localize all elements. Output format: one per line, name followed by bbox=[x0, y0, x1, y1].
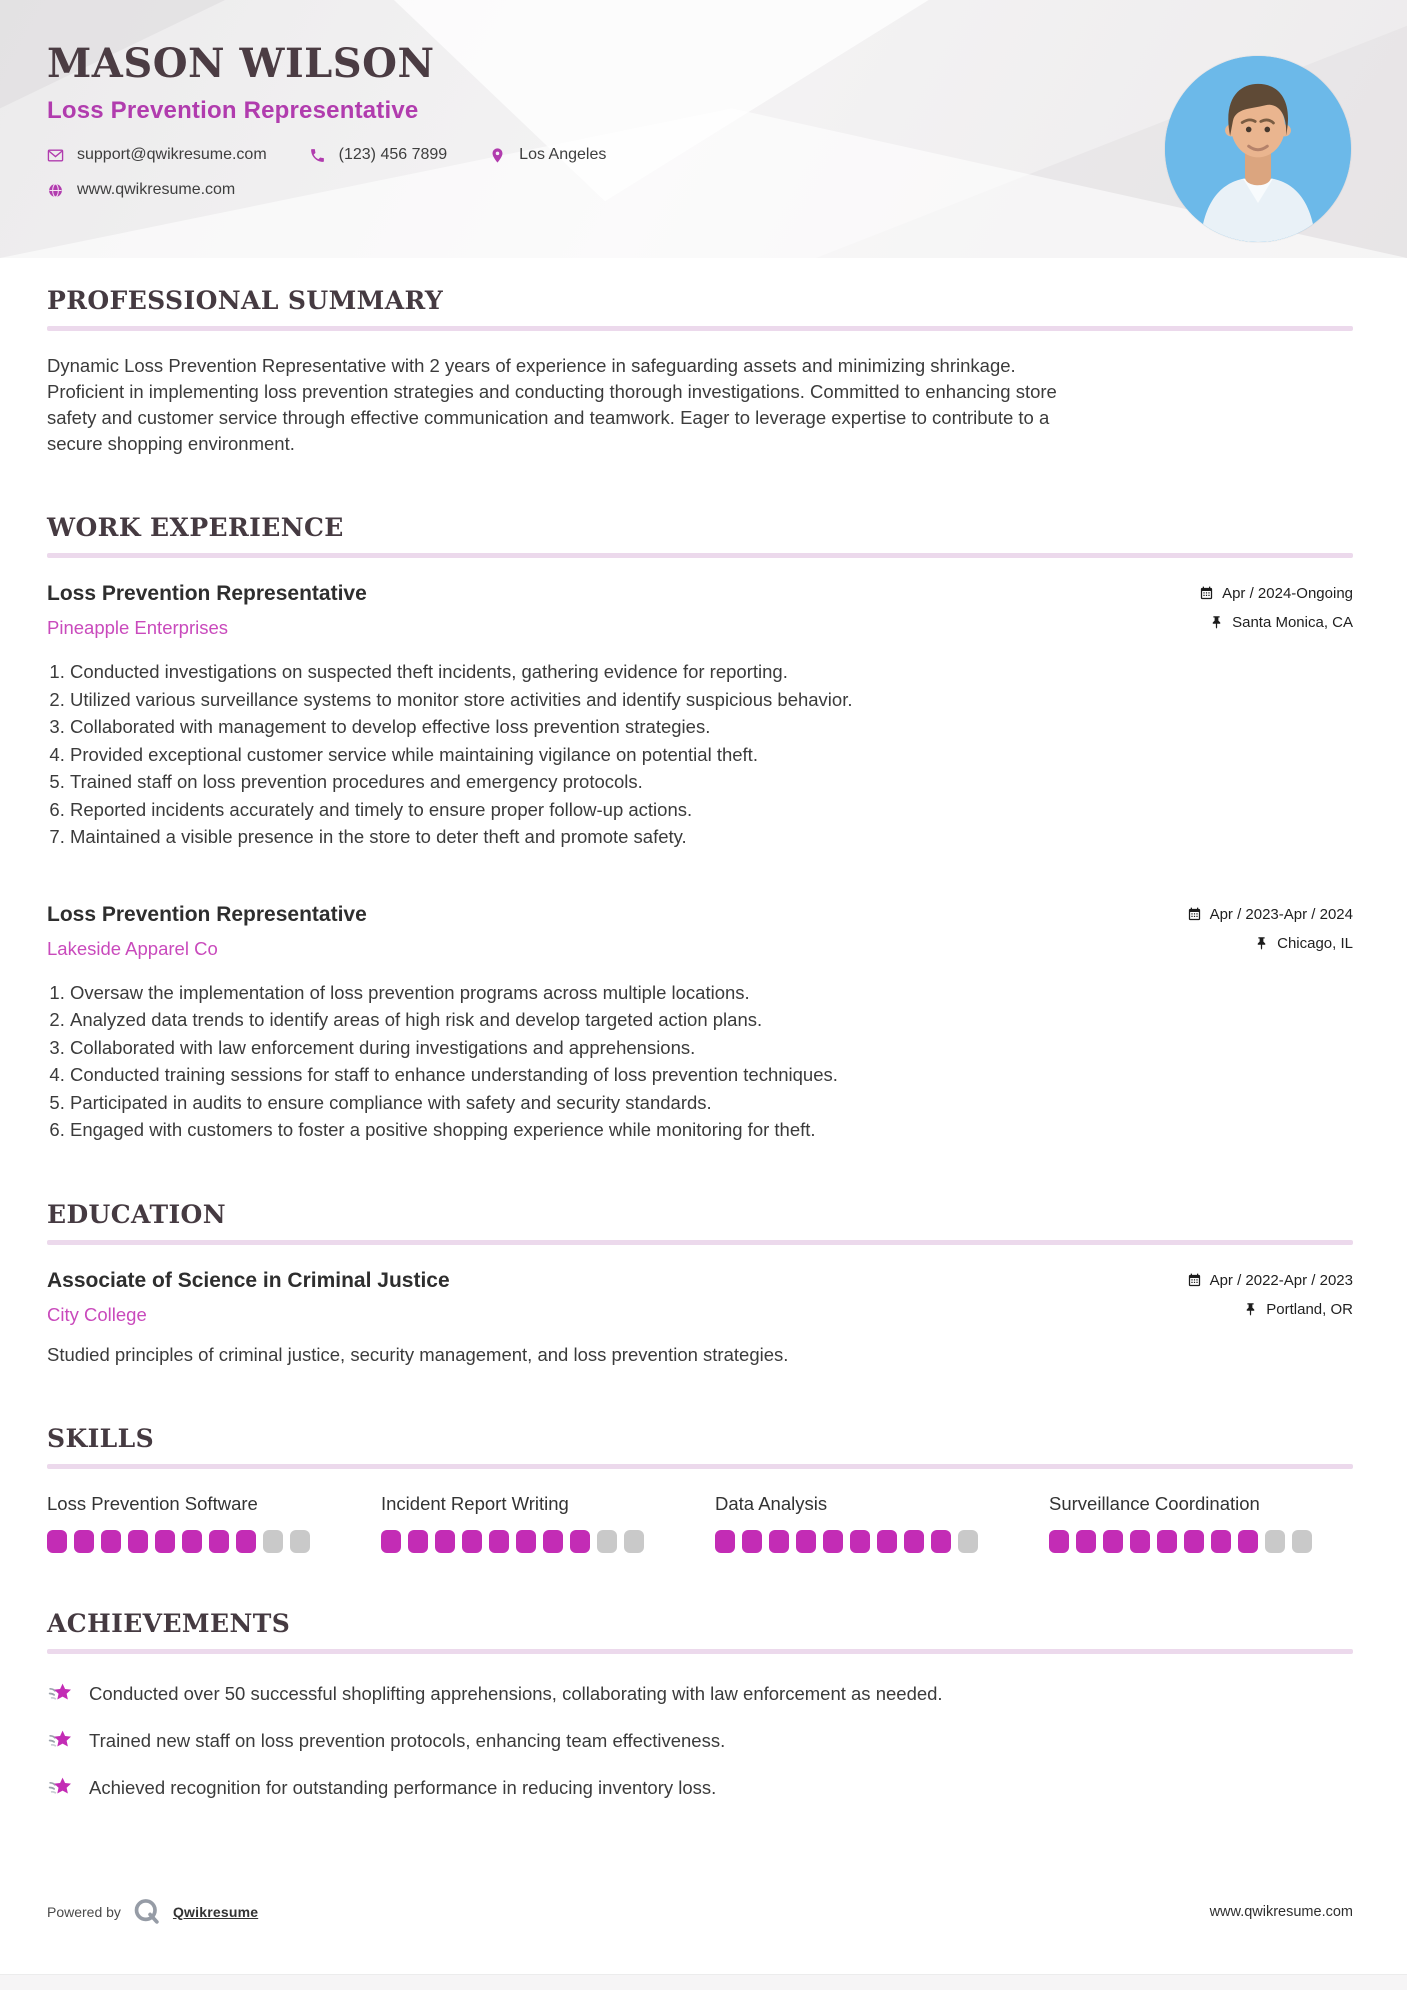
skill-meter bbox=[47, 1530, 351, 1553]
skill-dot-empty bbox=[597, 1530, 617, 1553]
job-entry bbox=[47, 903, 1353, 1144]
skill-dot-filled bbox=[823, 1530, 843, 1553]
candidate-title: Loss Prevention Representative bbox=[47, 97, 419, 124]
achievement-text: Conducted over 50 successful shoplifting apprehensions, collaborating with law enforcement as needed. bbox=[89, 1682, 943, 1704]
section-underline bbox=[47, 1240, 1353, 1245]
location-text: Los Angeles bbox=[519, 146, 607, 163]
job-list bbox=[47, 582, 1353, 1144]
achievement-list bbox=[47, 1680, 1353, 1801]
section-education bbox=[47, 1200, 1353, 1368]
section-work-experience bbox=[47, 513, 1353, 1144]
achievement-text: Trained new staff on loss prevention protocols, enhancing team effectiveness. bbox=[89, 1729, 726, 1751]
skill-dot-filled bbox=[715, 1530, 735, 1553]
skill-item bbox=[1049, 1493, 1353, 1553]
job-location-row bbox=[1199, 614, 1353, 631]
shooting-star-icon bbox=[47, 1774, 74, 1801]
skill-dot-filled bbox=[155, 1530, 175, 1553]
skill-dot-filled bbox=[570, 1530, 590, 1553]
skill-dot-filled bbox=[489, 1530, 509, 1553]
skill-item bbox=[47, 1493, 351, 1553]
skill-item bbox=[715, 1493, 1019, 1553]
skill-name: Data Analysis bbox=[715, 1492, 828, 1514]
footer-branding bbox=[47, 1896, 258, 1928]
skill-meter bbox=[381, 1530, 685, 1553]
skill-dot-filled bbox=[236, 1530, 256, 1553]
achievement-item bbox=[47, 1680, 1353, 1707]
education-dates: Apr / 2022-Apr / 2023 bbox=[1209, 1271, 1353, 1289]
contact-location bbox=[489, 146, 606, 164]
footer bbox=[47, 1896, 1353, 1928]
skill-name: Loss Prevention Software bbox=[47, 1492, 258, 1514]
job-location-row bbox=[1187, 935, 1353, 952]
education-dates-row bbox=[1187, 1272, 1353, 1289]
job-bullet: 3. Collaborated with management to develop effective loss prevention strategies. bbox=[70, 713, 1353, 741]
skill-dot-filled bbox=[1049, 1530, 1069, 1553]
job-bullet: 2. Analyzed data trends to identify areas of high risk and develop targeted action plans. bbox=[70, 1006, 1353, 1034]
candidate-name: MASON WILSON bbox=[47, 40, 435, 87]
education-entry bbox=[47, 1269, 1353, 1368]
shooting-star-icon bbox=[47, 1727, 74, 1754]
section-heading-skills: SKILLS bbox=[47, 1423, 155, 1453]
job-bullet: 3. Collaborated with law enforcement during investigations and apprehensions. bbox=[70, 1034, 1353, 1062]
skill-item bbox=[381, 1493, 685, 1553]
skill-dot-filled bbox=[74, 1530, 94, 1553]
education-description: Studied principles of criminal justice, security management, and loss prevention strategies. bbox=[47, 1343, 789, 1365]
skill-dot-filled bbox=[182, 1530, 202, 1553]
job-location: Chicago, IL bbox=[1277, 934, 1353, 952]
skill-meter bbox=[1049, 1530, 1353, 1553]
skill-dot-filled bbox=[796, 1530, 816, 1553]
section-underline bbox=[47, 1649, 1353, 1654]
phone-text: (123) 456 7899 bbox=[338, 146, 448, 163]
website-text: www.qwikresume.com bbox=[77, 181, 236, 198]
skill-dot-filled bbox=[1211, 1530, 1231, 1553]
envelope-icon bbox=[47, 147, 64, 164]
skill-dot-filled bbox=[850, 1530, 870, 1553]
globe-icon bbox=[47, 182, 64, 199]
job-dates: Apr / 2023-Apr / 2024 bbox=[1209, 905, 1353, 923]
skill-dot-filled bbox=[931, 1530, 951, 1553]
avatar-illustration bbox=[1165, 56, 1351, 242]
calendar-icon bbox=[1187, 907, 1202, 922]
section-underline bbox=[47, 326, 1353, 331]
pushpin-icon bbox=[1254, 936, 1269, 951]
contact-email[interactable] bbox=[47, 146, 267, 164]
skill-dot-filled bbox=[1103, 1530, 1123, 1553]
job-entry bbox=[47, 582, 1353, 851]
skill-dot-empty bbox=[1265, 1530, 1285, 1553]
job-title: Loss Prevention Representative bbox=[47, 902, 367, 926]
education-meta bbox=[1187, 1269, 1353, 1318]
job-meta bbox=[1187, 903, 1353, 952]
skill-dot-filled bbox=[1157, 1530, 1177, 1553]
skill-name: Incident Report Writing bbox=[381, 1492, 569, 1514]
skill-dot-filled bbox=[1184, 1530, 1204, 1553]
job-bullet: 1. Conducted investigations on suspected theft incidents, gathering evidence for reporting. bbox=[70, 658, 1353, 686]
q-logo bbox=[131, 1896, 163, 1928]
job-title: Loss Prevention Representative bbox=[47, 582, 367, 605]
section-heading-achievements: ACHIEVEMENTS bbox=[47, 1608, 291, 1638]
job-company: Pineapple Enterprises bbox=[47, 617, 228, 638]
job-bullet: 5. Trained staff on loss prevention procedures and emergency protocols. bbox=[70, 768, 1353, 796]
job-bullet: 4. Provided exceptional customer service while maintaining vigilance on potential theft. bbox=[70, 741, 1353, 769]
skills-grid bbox=[47, 1493, 1353, 1553]
degree-title: Associate of Science in Criminal Justice bbox=[47, 1268, 450, 1292]
job-company: Lakeside Apparel Co bbox=[47, 937, 218, 959]
footer-website: www.qwikresume.com bbox=[1209, 1904, 1353, 1920]
pushpin-icon bbox=[1209, 615, 1224, 630]
avatar bbox=[1165, 56, 1351, 242]
powered-by-label: Powered by bbox=[47, 1904, 121, 1920]
skill-dot-filled bbox=[877, 1530, 897, 1553]
skill-dot-filled bbox=[742, 1530, 762, 1553]
job-bullets bbox=[47, 658, 1353, 851]
skill-dot-empty bbox=[263, 1530, 283, 1553]
skill-dot-filled bbox=[209, 1530, 229, 1553]
map-pin-icon bbox=[489, 147, 506, 164]
skill-name: Surveillance Coordination bbox=[1049, 1492, 1260, 1514]
calendar-icon bbox=[1199, 586, 1214, 601]
job-meta bbox=[1199, 582, 1353, 631]
skill-meter bbox=[715, 1530, 1019, 1553]
skill-dot-filled bbox=[1130, 1530, 1150, 1553]
resume-body bbox=[0, 286, 1407, 1801]
job-dates-row bbox=[1199, 585, 1353, 602]
skill-dot-filled bbox=[904, 1530, 924, 1553]
skill-dot-empty bbox=[958, 1530, 978, 1553]
skill-dot-filled bbox=[516, 1530, 536, 1553]
job-bullet: 5. Participated in audits to ensure compliance with safety and security standards. bbox=[70, 1089, 1353, 1117]
section-heading-experience: WORK EXPERIENCE bbox=[47, 513, 344, 542]
skill-dot-empty bbox=[624, 1530, 644, 1553]
job-bullet: 4. Conducted training sessions for staff to enhance understanding of loss prevention techniques. bbox=[70, 1061, 1353, 1089]
skill-dot-filled bbox=[408, 1530, 428, 1553]
email-text: support@qwikresume.com bbox=[77, 146, 267, 163]
job-bullet: 6. Engaged with customers to foster a positive shopping experience while monitoring for theft. bbox=[70, 1116, 1353, 1144]
pushpin-icon bbox=[1243, 1302, 1258, 1317]
section-achievements bbox=[47, 1609, 1353, 1801]
job-bullet: 6. Reported incidents accurately and timely to ensure proper follow-up actions. bbox=[70, 796, 1353, 824]
job-entry-left bbox=[47, 903, 367, 960]
section-heading-summary: PROFESSIONAL SUMMARY bbox=[47, 286, 444, 315]
summary-text: Dynamic Loss Prevention Representative with 2 years of experience in safeguarding assets and minimizing shrinkage. Proficient in implementing loss prevention strategies and conducting thorough investigations. Committed to enhancing store safety and customer service through effective communication and teamwork. Eager to leverage expertise to contribute to a secure shopping environment. bbox=[47, 355, 1057, 454]
skill-dot-empty bbox=[290, 1530, 310, 1553]
section-professional-summary bbox=[47, 286, 1353, 457]
skill-dot-filled bbox=[462, 1530, 482, 1553]
section-heading-education: EDUCATION bbox=[47, 1199, 226, 1229]
job-bullet: 1. Oversaw the implementation of loss prevention programs across multiple locations. bbox=[70, 979, 1353, 1007]
education-entry-left bbox=[47, 1269, 450, 1326]
job-location: Santa Monica, CA bbox=[1232, 614, 1353, 631]
education-location: Portland, OR bbox=[1266, 1300, 1353, 1318]
brand-link[interactable]: Qwikresume bbox=[172, 1904, 259, 1920]
job-dates-row bbox=[1187, 906, 1353, 923]
achievement-item bbox=[47, 1774, 1353, 1801]
skill-dot-filled bbox=[47, 1530, 67, 1553]
skill-dot-filled bbox=[128, 1530, 148, 1553]
section-skills bbox=[47, 1424, 1353, 1553]
bottom-strip bbox=[0, 1974, 1407, 1990]
job-bullet: 7. Maintained a visible presence in the store to deter theft and promote safety. bbox=[70, 823, 1353, 851]
shooting-star-icon bbox=[47, 1680, 74, 1707]
job-entry-left bbox=[47, 582, 367, 639]
job-dates: Apr / 2024-Ongoing bbox=[1222, 585, 1353, 602]
achievement-text: Achieved recognition for outstanding performance in reducing inventory loss. bbox=[89, 1776, 717, 1798]
section-underline bbox=[47, 1464, 1353, 1469]
section-underline bbox=[47, 553, 1353, 558]
contact-website[interactable] bbox=[47, 181, 235, 199]
skill-dot-filled bbox=[769, 1530, 789, 1553]
skill-dot-filled bbox=[101, 1530, 121, 1553]
skill-dot-filled bbox=[381, 1530, 401, 1553]
skill-dot-filled bbox=[543, 1530, 563, 1553]
skill-dot-empty bbox=[1292, 1530, 1312, 1553]
skill-dot-filled bbox=[1238, 1530, 1258, 1553]
calendar-icon bbox=[1187, 1273, 1202, 1288]
education-location-row bbox=[1187, 1301, 1353, 1318]
contact-phone[interactable] bbox=[309, 146, 448, 164]
job-bullet: 2. Utilized various surveillance systems to monitor store activities and identify suspicious behavior. bbox=[70, 686, 1353, 714]
phone-icon bbox=[309, 147, 326, 164]
school-name: City College bbox=[47, 1303, 147, 1325]
job-bullets bbox=[47, 979, 1353, 1144]
achievement-item bbox=[47, 1727, 1353, 1754]
skill-dot-filled bbox=[435, 1530, 455, 1553]
header bbox=[0, 0, 1407, 258]
skill-dot-filled bbox=[1076, 1530, 1096, 1553]
